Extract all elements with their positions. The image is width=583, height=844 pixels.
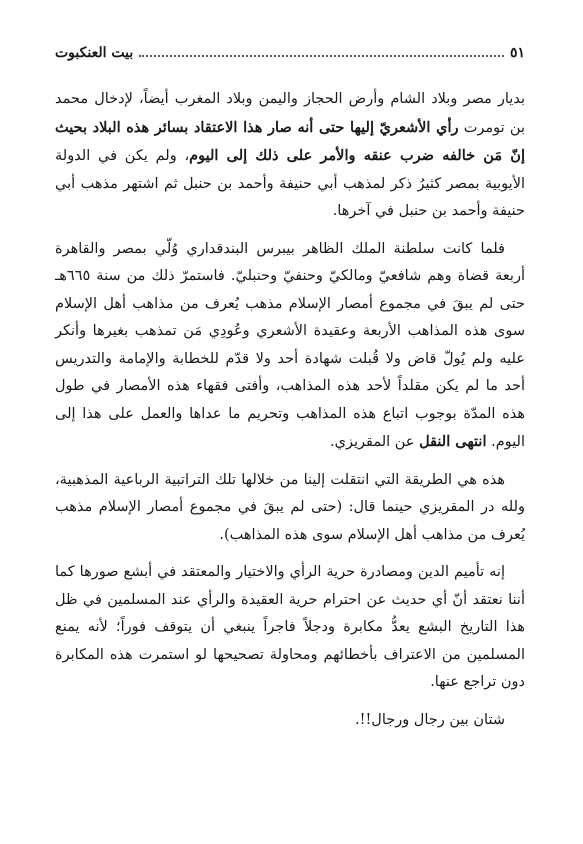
paragraph-1 [55,86,525,226]
body-text [55,86,525,744]
running-title: بيت العنكبوت [55,45,134,61]
header-dotted-leader [139,55,504,57]
paragraph-4 [55,559,525,697]
text-segment: عن المقريزي. [330,434,420,450]
text-segment: شتان بين رجال ورجال!!. [355,711,505,728]
bold-segment: رأي الأشعريّ إليها حتى أنه صار هذا الاعتقاد بسائر هذه البلاد بحيث إنّ مَن خالفه ضرب عنقه والأمر على ذلك إلى اليوم [55,118,525,164]
text-segment: ، ولم يكن في الدولة الأيوبية بمصر كثيرُ ذكر لمذهب أبي حنيفة وأحمد بن حنبل ثم اشتهر مذهب أبي حنيفة وأحمد بن حنبل في آخرها. [55,148,525,219]
bold-segment: انتهى النقل [419,433,487,450]
text-segment: فلما كانت سلطنة الملك الظاهر بيبرس البندقداري وُلّي بمصر والقاهرة أربعة قضاة وهم شافعيّ ومالكيّ وحنفيّ وحنبليّ. فاستمرّ ذلك من سنة ٦٦٥هـ حتى لم يبقَ في مجموع أمصار الإسلام مذهب يُعرف من مذاهب أهل الإسلام سوى هذه المذاهب الأربعة وعقيدة الأشعري وعُودِي مَن تمذهب بغيرها وأنكر عليه ولم يُولّ قاض ولا قُبلت شهادة أحد ولا قدّم للخطابة والإمامة والتدريس أحد ما لم يكن مقلداً لأحد هذه المذاهب، وأفتى فقهاء هذه الأمصار في طول هذه المدّة بوجوب اتباع هذه المذاهب وتحريم ما عداها والعمل على هذا إلى اليوم. [55,240,525,450]
page-header [55,38,525,60]
text-segment: بديار مصر وبلاد الشام وأرض الحجاز واليمن وبلاد المغرب أيضاً، لإدخال محمد بن تومرت [55,91,525,136]
paragraph-3 [55,467,525,550]
text-segment: هذه هي الطريقة التي انتقلت إلينا من خلالها تلك التراتبية الرباعية المذهبية، ولله در المقريزي حينما قال: (حتى لم يبقَ في مجموع أمصار الإسلام مذهب يُعرف من مذاهب أهل الإسلام سوى هذه المذاهب). [55,471,525,543]
paragraph-2 [55,236,525,457]
paragraph-5 [55,707,525,735]
text-segment: إنه تأميم الدين ومصادرة حرية الرأي والاختيار والمعتقد في أبشع صورها كما أننا نعتقد أنّ أي حديث عن احترام حرية العقيدة والرأي عند المسلمين في ظل هذا التاريخ البشع يعدُّ مكابرة ودجلاً فاجراً ينبغي أن يتوقف فوراً؛ لأنه يمنع المسلمين من الاعتراف بأخطائهم ومحاولة تصحيحها لو استمرت هذه المكابرة دون تراجع عنها. [55,564,525,690]
page-number: ٥١ [509,45,525,61]
